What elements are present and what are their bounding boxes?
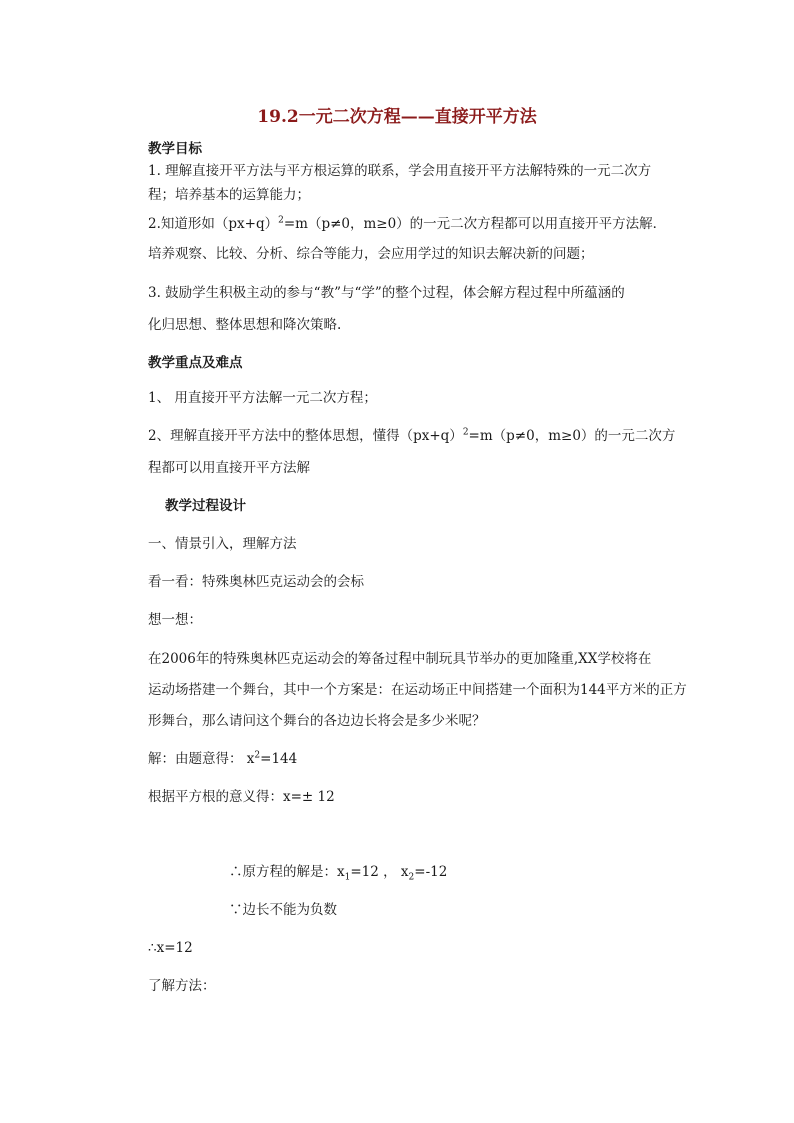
keypoint-1: 1、 用直接开平方法解一元二次方程； [148,390,377,406]
goals-heading: 教学目标 [148,141,202,157]
goal-2-line-b: 培养观察、比较、分析、综合等能力，会应用学过的知识去解决新的问题； [148,246,594,262]
problem-line-c: 形舞台，那么请问这个舞台的各边边长将会是多少米呢？ [148,713,486,729]
therefore-statement: ∴x=12 [148,940,193,956]
because-statement: ∵边长不能为负数 [229,902,337,918]
solution-equation [148,750,297,768]
keypoints-heading: 教学重点及难点 [148,355,243,371]
goal-1-line-a: 1. 理解直接开平方法与平方根运算的联系，学会用直接开平方法解特殊的一元二次方 [148,163,652,179]
keypoint-2-text-pre: 2、理解直接开平方法中的整体思想，懂得（px+q） [148,428,463,444]
solution-text-post: =144 [260,751,298,767]
solution-exponent: 2 [254,750,261,761]
goal-2-text-post: =m（p≠0，m≥0）的一元二次方程都可以用直接开平方法解． [283,216,667,232]
think-prompt: 想一想： [148,612,202,628]
goal-2-text-pre: 2.知道形如（px+q） [148,216,279,232]
understand-method: 了解方法： [148,978,216,994]
roots-text-pre: ∴原方程的解是：x [229,864,345,880]
document-title: 19.2一元二次方程——直接开平方法 [257,107,537,127]
goal-2-line-a [148,215,666,233]
roots-text-mid: =12 ， x [350,864,409,880]
step-1-heading: 一、情景引入，理解方法 [148,536,297,552]
process-heading: 教学过程设计 [165,498,246,514]
solution-text-pre: 解：由题意得： x [148,751,255,767]
keypoint-2-text-post: =m（p≠0，m≥0）的一元二次方 [468,428,676,444]
keypoint-2-exponent: 2 [462,427,469,438]
problem-line-a: 在2006年的特殊奥林匹克运动会的筹备过程中制玩具节举办的更加隆重,XX学校将在 [148,651,652,667]
look-prompt: 看一看：特殊奥林匹克运动会的会标 [148,574,364,590]
keypoint-2-line-b: 程都可以用直接开平方法解 [148,460,310,476]
sqrt-meaning: 根据平方根的意义得：x=± 12 [148,789,335,805]
roots-text-post: =-12 [414,864,448,880]
roots-subscript-1: 1 [344,872,351,883]
goal-3-line-b: 化归思想、整体思想和降次策略. [148,317,342,333]
roots-subscript-2: 2 [408,872,415,883]
goal-2-exponent: 2 [278,215,284,226]
goal-1-line-b: 程；培养基本的运算能力； [148,187,310,203]
equation-roots [229,863,447,881]
goal-3-line-a: 3. 鼓励学生积极主动的参与“教”与“学”的整个过程，体会解方程过程中所蕴涵的 [148,285,625,301]
keypoint-2-line-a [148,427,675,445]
problem-line-b: 运动场搭建一个舞台，其中一个方案是：在运动场正中间搭建一个面积为144平方米的正方 [148,682,687,698]
